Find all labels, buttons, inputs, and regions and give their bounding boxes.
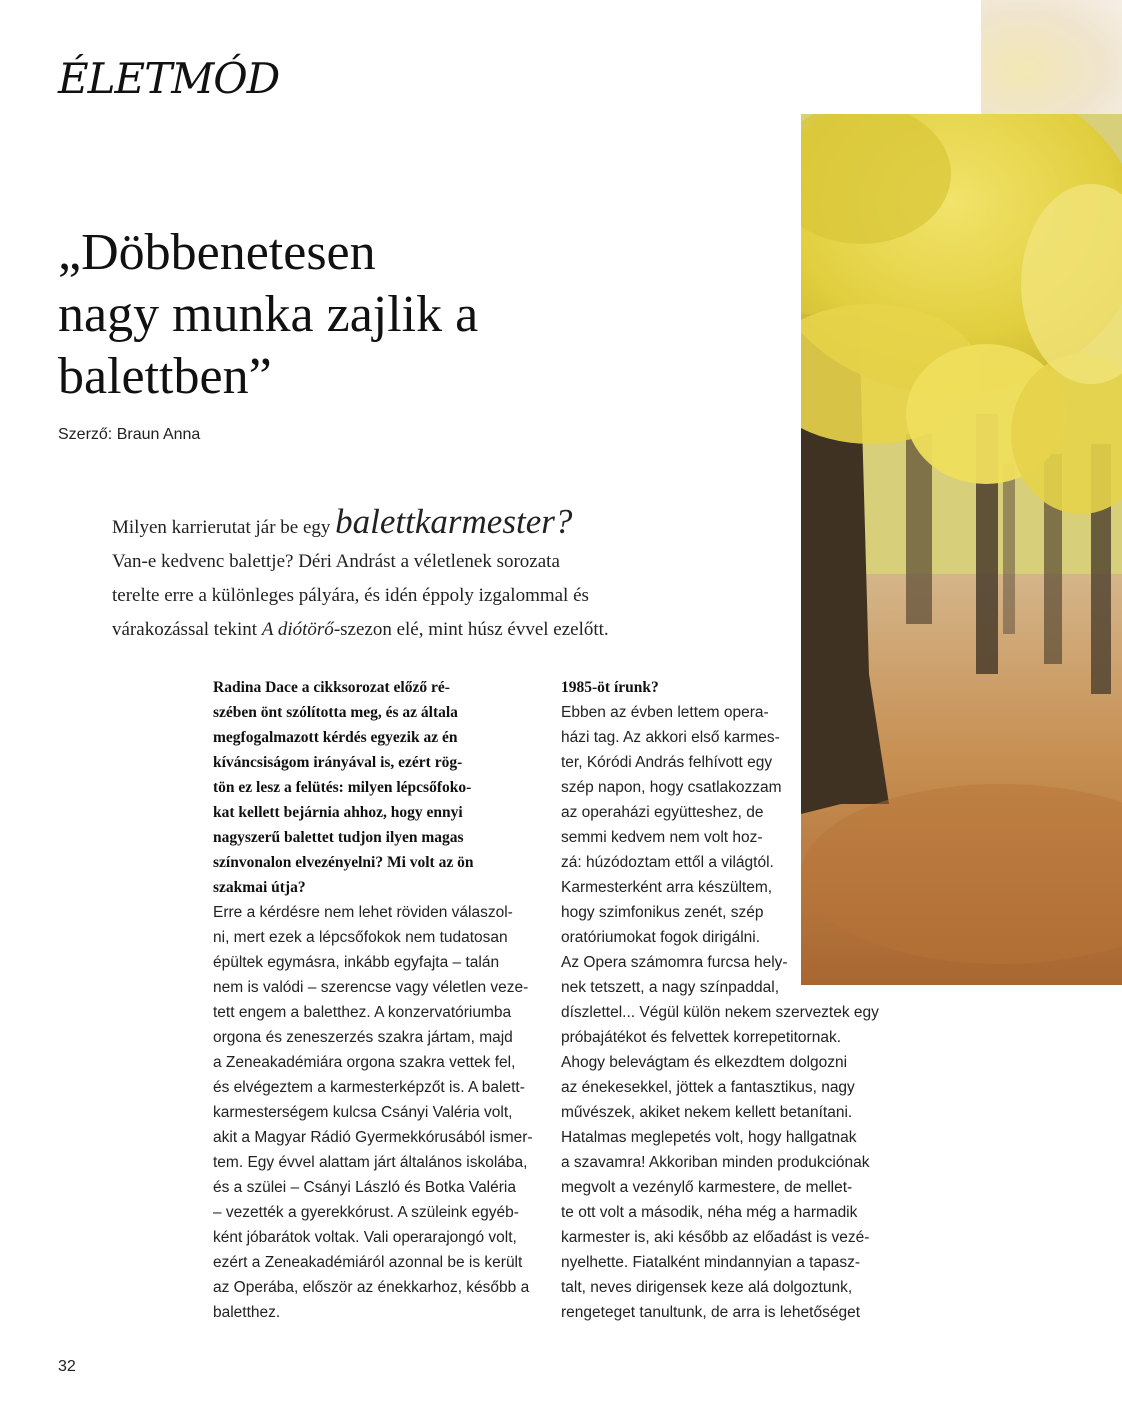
text-line: 1985-öt írunk?	[561, 679, 659, 696]
text-line: nyelhette. Fiatalként mindannyian a tapasz-	[561, 1254, 860, 1271]
text-line: az Operába, először az énekkarhoz, később a	[213, 1279, 530, 1296]
text-line: a szavamra! Akkoriban minden produkciónak	[561, 1154, 870, 1171]
text-line: oratóriumokat fogok dirigálni.	[561, 929, 761, 946]
text-line: művészek, akiket nekem kellett betanítani.	[561, 1104, 853, 1121]
text-line: hogy szimfonikus zenét, szép	[561, 904, 764, 921]
text-line: baletthez.	[213, 1304, 281, 1321]
text-line: – vezették a gyerekkórust. A szüleink egyéb-	[213, 1204, 519, 1221]
lead-text: várakozással tekint	[112, 619, 262, 640]
byline: Szerző: Braun Anna	[58, 426, 201, 443]
text-line: Az Opera számomra furcsa hely-	[561, 954, 788, 971]
text-line: házi tag. Az akkori első karmes-	[561, 729, 780, 746]
text-line: karmester is, aki később az előadást is vezé-	[561, 1229, 870, 1246]
text-line: és a szülei – Csányi László és Botka Valéria	[213, 1179, 516, 1196]
text-line: díszlettel... Végül külön nekem szerveztek egy	[561, 1004, 879, 1021]
lead-line-2: Van-e kedvenc balettje? Déri Andrást a véletlenek sorozata	[112, 551, 560, 572]
text-line: megfogalmazott kérdés egyezik az én	[213, 729, 458, 746]
text-line: Hatalmas meglepetés volt, hogy hallgatnak	[561, 1129, 857, 1146]
text-line: Erre a kérdésre nem lehet röviden válaszol-	[213, 904, 513, 921]
text-line: az énekesekkel, jöttek a fantasztikus, nagy	[561, 1079, 855, 1096]
lead-line-1	[112, 502, 762, 545]
lead-text: -szezon elé, mint húsz évvel ezelőtt.	[333, 619, 609, 640]
text-line: szében önt szólította meg, és az általa	[213, 704, 458, 721]
text-line: nagyszerű balettet tudjon ilyen magas	[213, 829, 464, 846]
text-line: az operaházi együtteshez, de	[561, 804, 764, 821]
text-line: nek tetszett, a nagy színpaddal,	[561, 979, 779, 996]
page-number: 32	[58, 1358, 76, 1375]
text-line: karmesterségem kulcsa Csányi Valéria volt,	[213, 1104, 513, 1121]
text-line: nem is valódi – szerencse vagy véletlen veze-	[213, 979, 529, 996]
photo-illustration	[801, 114, 1122, 985]
autumn-park-photo	[801, 114, 1122, 985]
text-line: épültek egymásra, inkább egyfajta – talán	[213, 954, 500, 971]
text-line: és elvégeztem a karmesterképzőt is. A balett-	[213, 1079, 525, 1096]
photo-top-strip	[981, 0, 1122, 114]
text-line: szép napon, hogy csatlakozzam	[561, 779, 782, 796]
interview-question	[213, 675, 545, 900]
text-line: színvonalon elvezényelni? Mi volt az ön	[213, 854, 474, 871]
title-line-1: „Döbbenetesen	[58, 224, 376, 281]
text-line: próbajátékot és felvettek korrepetitornak.	[561, 1029, 842, 1046]
lead-line-4	[112, 613, 762, 647]
text-line: tön ez lesz a felütés: milyen lépcsőfoko-	[213, 779, 472, 796]
text-line: szakmai útja?	[213, 879, 306, 896]
lead-text: Milyen karrierutat jár be egy	[112, 517, 336, 538]
title-line-2: nagy munka zajlik a	[58, 286, 479, 343]
text-line: Radina Dace a cikksorozat előző ré-	[213, 679, 450, 696]
article-title	[58, 222, 758, 408]
text-line: ezért a Zeneakadémiáról azonnal be is került	[213, 1254, 523, 1271]
text-line: te ott volt a második, néha még a harmadik	[561, 1204, 858, 1221]
text-line: kat kellett bejárnia ahhoz, hogy ennyi	[213, 804, 463, 821]
text-line: ként jóbarátok voltak. Vali operarajongó volt,	[213, 1229, 517, 1246]
lead-paragraph	[112, 502, 762, 647]
text-line: akit a Magyar Rádió Gyermekkórusából ismer-	[213, 1129, 533, 1146]
interview-answer	[213, 900, 545, 1325]
lead-line-3: terelte erre a különleges pályára, és idén éppoly izgalommal és	[112, 585, 589, 606]
lead-emphasis: balettkarmester?	[335, 502, 573, 541]
lead-work-title: A diótörő	[261, 619, 334, 640]
text-line: kíváncsiságom irányával is, ezért rög-	[213, 754, 463, 771]
text-line: rengeteget tanultunk, de arra is lehetőséget	[561, 1304, 861, 1321]
title-line-3: balettben”	[58, 348, 272, 405]
text-line: ter, Kóródi András felhívott egy	[561, 754, 773, 771]
text-line: orgona és zeneszerzés szakra jártam, majd	[213, 1029, 513, 1046]
text-line: Ebben az évben lettem opera-	[561, 704, 769, 721]
text-line: zá: húzódoztam ettől a világtól.	[561, 854, 774, 871]
text-line: a Zeneakadémiára orgona szakra vettek fel,	[213, 1054, 516, 1071]
text-line: talt, neves dirigensek keze alá dolgoztunk,	[561, 1279, 853, 1296]
text-line: tem. Egy évvel alattam járt általános iskolába,	[213, 1154, 528, 1171]
section-label: ÉLETMÓD	[58, 54, 280, 103]
text-line: Ahogy belevágtam és elkezdtem dolgozni	[561, 1054, 848, 1071]
article-column-1	[213, 675, 545, 1325]
text-line: ni, mert ezek a lépcsőfokok nem tudatosan	[213, 929, 508, 946]
text-line: Karmesterként arra készültem,	[561, 879, 773, 896]
text-line: semmi kedvem nem volt hoz-	[561, 829, 763, 846]
text-line: megvolt a vezénylő karmestere, de mellet-	[561, 1179, 853, 1196]
text-line: tett engem a baletthez. A konzervatóriumba	[213, 1004, 512, 1021]
